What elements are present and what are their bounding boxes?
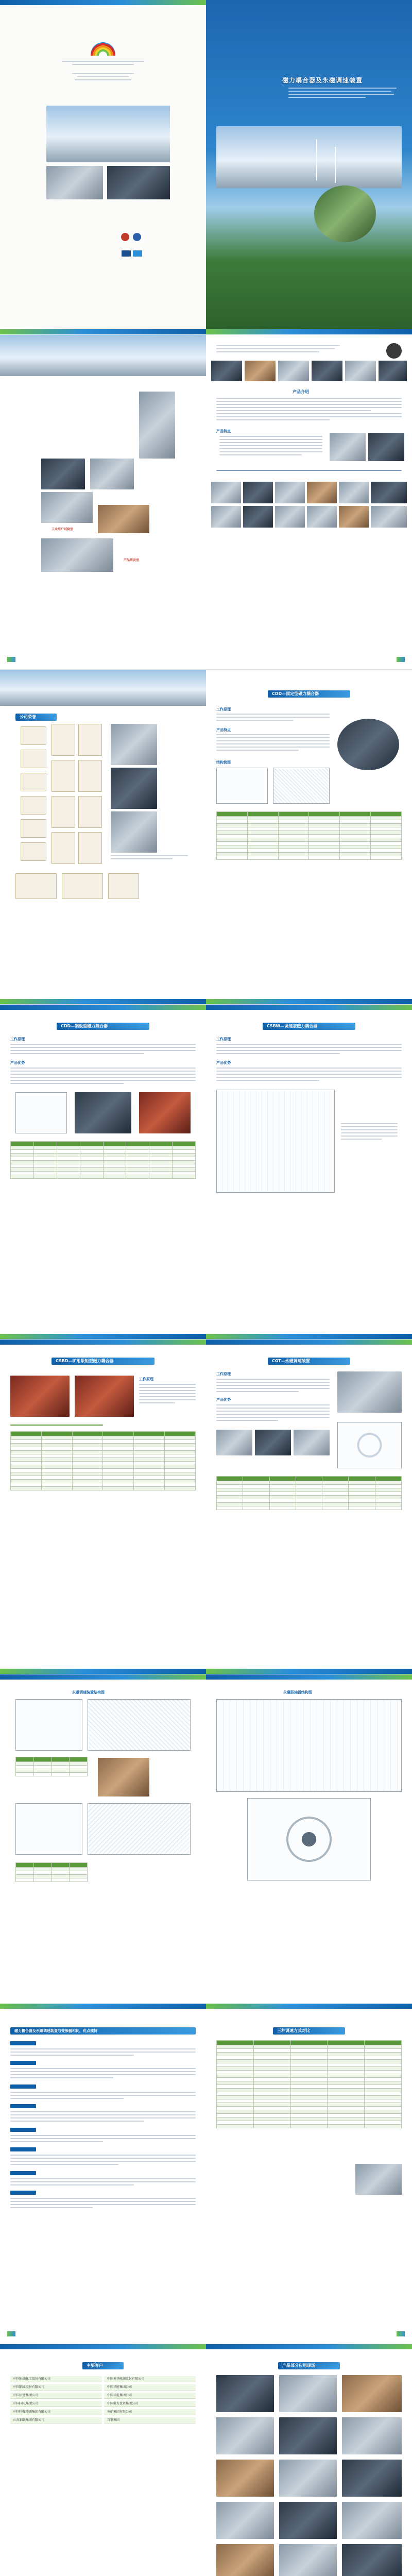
customers-page (0, 2344, 206, 2576)
certificate-15 (15, 873, 57, 899)
office-photo (98, 505, 149, 533)
factory-photo-2 (107, 166, 170, 199)
csbd-photo-2 (75, 1376, 134, 1417)
site-photo-9 (275, 506, 305, 528)
company-intro-lines (216, 345, 340, 354)
drawings-top-band (0, 1674, 206, 1680)
site-photo-a3 (342, 2375, 402, 2412)
csbd-page (0, 1340, 206, 1674)
quality-badge-icon (133, 233, 141, 241)
customer-item: 中国大唐集团公司 (10, 2393, 102, 2399)
cdd-advantages-lines (216, 734, 330, 753)
certificate-16 (62, 873, 103, 899)
rainbow-arc-logo (91, 42, 115, 56)
exhibition-photo-2 (245, 361, 276, 381)
exhibition-photo-5 (345, 361, 376, 381)
lab-legend-secondary: 产品研发室 (124, 558, 140, 562)
certificates-page (0, 670, 206, 1004)
cgt-working-lines (216, 1379, 330, 1394)
features-list-lines (219, 436, 322, 457)
site-photo-6 (371, 482, 407, 503)
comparison-photo (355, 2164, 402, 2195)
advantage-block-8 (10, 2191, 36, 2195)
exhibition-photo-1 (211, 361, 242, 381)
site-photo-5 (339, 482, 369, 503)
cover-front-bottom-band (206, 329, 412, 334)
csbd-spec-table (10, 1431, 196, 1490)
advantage-lines-7 (10, 2178, 196, 2188)
site-photo-a2 (279, 2375, 337, 2412)
csbw-assembly-drawing (216, 1090, 335, 1193)
comparison-right-page (206, 2009, 412, 2344)
cdd-steel-spec-table (10, 1141, 196, 1179)
intro-spread (0, 335, 412, 670)
drawing-spec-table-1 (15, 1757, 88, 1776)
cover-bottom-band (0, 329, 206, 334)
csbd-photo-1 (10, 1376, 70, 1417)
cdd-structure-drawing (216, 768, 268, 804)
drawings-right-page (206, 1674, 412, 2009)
customer-item: 中国铝业股份有限公司 (10, 2384, 102, 2391)
comparison-spread (0, 2009, 412, 2344)
certificate-11 (21, 819, 46, 838)
site-photo-a1 (216, 2375, 274, 2412)
site-photo-a13 (216, 2544, 274, 2576)
cgt-structure-drawing (337, 1422, 402, 1468)
csbw-working-heading: 工作原理 (216, 1037, 231, 1041)
site-photo-a7 (216, 2460, 274, 2497)
cnas-logo-icon (133, 250, 142, 257)
cdd-steel-working-heading: 工作原理 (10, 1037, 25, 1041)
cdd-spec-table (216, 811, 402, 860)
factory-photo-1 (46, 166, 103, 199)
coupler-top-band (0, 1005, 206, 1010)
brand-seal-icon (386, 343, 402, 359)
lab-photo (41, 492, 93, 523)
cdd-working-heading: 工作原理 (216, 707, 231, 711)
site-photo-4 (307, 482, 337, 503)
drawings-right-top-band (206, 1674, 412, 1680)
office-building-photo (46, 106, 170, 162)
site-photo-a15 (342, 2544, 402, 2576)
customers-top-band (0, 2344, 206, 2349)
site-photo-2 (243, 482, 273, 503)
csbw-legend-lines (341, 1123, 398, 1142)
cgt-title: CGT—永磁调速装置 (268, 1358, 350, 1365)
company-name-lines (62, 61, 144, 67)
site-photo-a12 (342, 2502, 402, 2539)
site-photo-1 (211, 482, 241, 503)
cdd-advantages-heading: 产品特点 (216, 728, 231, 732)
application-sites-page (206, 2344, 412, 2576)
customer-item: 兖矿集团有限公司 (104, 2409, 196, 2415)
cgt-working-heading: 工作原理 (216, 1372, 231, 1376)
csbw-top-band (206, 1005, 412, 1010)
customers-spread (0, 2344, 412, 2576)
site-photo-a14 (279, 2544, 337, 2576)
iaf-logo-icon (122, 250, 131, 257)
cgt-photo-2 (216, 1430, 252, 1455)
cdd-steel-drawing (15, 1092, 67, 1133)
advantage-lines-4 (10, 2111, 196, 2124)
workshop-photo-1 (41, 459, 85, 489)
advantage-lines-8 (10, 2198, 196, 2210)
coupler-bottom-band (0, 1334, 206, 1339)
cgt-top-band (206, 1340, 412, 1345)
cdd-steel-title: CDD—钢板型磁力耦合器 (57, 1023, 149, 1030)
exhibition-photo-4 (312, 361, 342, 381)
assembly-drawing-4 (88, 1803, 191, 1855)
cgt-bottom-band (206, 1669, 412, 1674)
csbw-advantages-heading: 产品优势 (216, 1061, 231, 1065)
product-strip-caption (216, 470, 402, 473)
certificate-9 (52, 796, 75, 828)
cdd-coupling-photo (337, 719, 399, 770)
assembly-drawing-2 (88, 1699, 191, 1751)
coupling-drawing-section (247, 1798, 371, 1880)
spec-header-cell (309, 812, 340, 817)
certificate-5 (52, 760, 75, 792)
customers-title: 主要客户 (82, 2362, 124, 2369)
certification-badge-icon (121, 233, 129, 241)
product-photo-1 (330, 433, 366, 461)
cover-back-page (0, 0, 206, 334)
cgt-photo-4 (294, 1430, 330, 1455)
site-photo-11 (339, 506, 369, 528)
features-title: 产品特点 (216, 429, 231, 433)
comparison-left-page (0, 2009, 206, 2344)
brand-mark-icon-right (397, 657, 405, 662)
site-photo-a4 (216, 2417, 274, 2454)
coupling-drawing-large (216, 1699, 402, 1792)
cdd-product-title: CDD—固定型磁力耦合器 (268, 690, 350, 698)
customer-item: 中国华能集团公司 (104, 2384, 196, 2391)
drawings-left-page (0, 1674, 206, 2009)
customer-item: 中国神华能源股份有限公司 (104, 2376, 196, 2382)
workshop-photo-2 (90, 459, 134, 489)
advantage-lines-1 (10, 2048, 196, 2058)
patent-photo-1 (111, 724, 157, 765)
patent-photo-2 (111, 768, 157, 809)
wind-turbine-icon-2 (335, 147, 336, 183)
site-photo-a9 (342, 2460, 402, 2497)
intro-section-title: 产品介绍 (293, 389, 309, 394)
harbor-photo (0, 670, 206, 706)
comparison-right-title: 三种调速方式对比 (273, 2027, 345, 2035)
certificate-13 (78, 832, 102, 864)
cgt-advantages-heading: 产品优势 (216, 1398, 231, 1402)
customer-item: 山东钢铁集团有限公司 (10, 2417, 102, 2424)
cover-product-title: 磁力耦合器及永磁调速装置 (282, 77, 363, 84)
brand-mark-icon (7, 657, 15, 662)
product-photo-2 (368, 433, 404, 461)
drawings-bottom-band (0, 2004, 206, 2009)
intro-left-page (0, 335, 206, 669)
cdd-steel-page (0, 1005, 206, 1339)
cover-spread (0, 0, 412, 335)
spec-header-cell (278, 812, 309, 817)
csbw-working-lines (216, 1044, 402, 1056)
site-photo-a5 (279, 2417, 337, 2454)
exhibition-photo-3 (278, 361, 309, 381)
cgt-photo-main (337, 1371, 402, 1413)
intro-body-lines (216, 398, 402, 422)
application-sites-title: 产品部分应用现场 (278, 2362, 340, 2369)
site-photo-10 (307, 506, 337, 528)
cdd-steel-photo-1 (75, 1092, 131, 1133)
csbd-top-band (0, 1340, 206, 1345)
csbw-advantages-lines (216, 1067, 402, 1083)
advantage-lines-5 (10, 2135, 196, 2144)
exhibition-photo-6 (379, 361, 407, 381)
patent-photo-3 (111, 811, 157, 853)
honors-title: 公司荣誉 (15, 714, 57, 721)
site-photo-a10 (216, 2502, 274, 2539)
customer-item: 中国电力投资集团公司 (104, 2401, 196, 2407)
cdd-bottom-band (206, 999, 412, 1004)
certificates-spread (0, 670, 412, 1005)
brand-mark-icon-comparison (7, 2331, 15, 2336)
certificate-12 (52, 832, 75, 864)
site-photo-3 (275, 482, 305, 503)
wind-turbine-icon (316, 139, 317, 180)
building-tower-photo (139, 392, 175, 459)
company-contact-lines (72, 73, 134, 82)
speed-control-spread (0, 1340, 412, 1674)
drawings-right-caption: 永磁联轴器结构图 (283, 1690, 312, 1694)
advantage-block-1 (10, 2041, 36, 2045)
cgt-spec-table (216, 1476, 402, 1510)
csbw-title: CSBW—调速型磁力耦合器 (263, 1023, 355, 1030)
certificate-2 (52, 724, 75, 756)
site-photo-a8 (279, 2460, 337, 2497)
assembly-drawing-1 (15, 1699, 82, 1751)
honors-caption-lines (111, 855, 188, 861)
spec-header-cell (217, 812, 248, 817)
spec-header-cell (340, 812, 371, 817)
certificate-7 (21, 773, 46, 791)
spec-header-cell (371, 812, 402, 817)
certificate-10 (78, 796, 102, 828)
city-skyline-photo (216, 126, 402, 188)
certificate-3 (78, 724, 102, 756)
spec-header-cell (11, 1142, 34, 1146)
customer-item: 中国华电集团公司 (104, 2393, 196, 2399)
advantage-lines-6 (10, 2155, 196, 2167)
cdd-page (206, 670, 412, 1004)
cdd-steel-photo-2 (139, 1092, 191, 1133)
coupler-spread (0, 1005, 412, 1340)
cdd-steel-advantages-heading: 产品优势 (10, 1061, 25, 1065)
advantage-lines-2 (10, 2068, 196, 2080)
certificate-17 (108, 873, 139, 899)
drawings-right-bottom-band (206, 2004, 412, 2009)
site-photo-a11 (279, 2502, 337, 2539)
advantage-block-5 (10, 2128, 36, 2132)
cover-intro-lines (288, 88, 397, 100)
cgt-photo-3 (255, 1430, 291, 1455)
drawings-spread (0, 1674, 412, 2009)
drawing-spec-table-2 (15, 1862, 88, 1882)
customer-item: 中国石油化工股份有限公司 (10, 2376, 102, 2382)
customer-item: 首钢集团 (104, 2417, 196, 2424)
csbw-page (206, 1005, 412, 1339)
advantage-block-7 (10, 2171, 36, 2175)
customer-item: 中国国电集团公司 (10, 2401, 102, 2407)
certificate-8 (21, 796, 46, 815)
csbd-title: CSBD—矿用限矩型磁力耦合器 (52, 1358, 154, 1365)
csbd-working-heading: 工作原理 (139, 1377, 153, 1381)
drawings-photo (98, 1758, 149, 1797)
csbd-working-lines (139, 1384, 196, 1405)
panorama-photo (0, 335, 206, 376)
comparison-left-title: 磁力耦合器及永磁调速装置与变频器相比，优点独特 (10, 2027, 196, 2035)
certs-bottom-band (0, 999, 206, 1004)
csbd-bottom-band (0, 1669, 206, 1674)
advantage-block-4 (10, 2104, 36, 2108)
cdd-steel-working-lines (10, 1044, 196, 1056)
intro-right-page (206, 335, 412, 669)
certificate-14 (21, 842, 46, 861)
advantage-block-2 (10, 2061, 36, 2065)
cdd-structure-heading: 结构简图 (216, 760, 231, 765)
plant-photo (41, 538, 113, 572)
site-photo-a6 (342, 2417, 402, 2454)
cgt-advantages-lines (216, 1404, 330, 1423)
site-photo-8 (243, 506, 273, 528)
globe-leaf-photo (314, 185, 376, 242)
certificate-1 (21, 726, 46, 745)
cover-front-page (206, 0, 412, 334)
site-photo-7 (211, 506, 241, 528)
assembly-drawing-3 (15, 1803, 82, 1855)
csbd-table-caption (10, 1425, 103, 1428)
drawings-left-caption: 永磁调速装置结构图 (72, 1690, 105, 1694)
certificate-4 (21, 750, 46, 768)
cdd-steel-advantages-lines (10, 1067, 196, 1086)
brand-mark-icon-comparison-right (397, 2331, 405, 2336)
cdd-working-lines (216, 714, 330, 723)
cdd-cross-section-drawing (273, 768, 330, 804)
advantage-block-3 (10, 2084, 36, 2089)
cover-top-band (0, 0, 206, 5)
cgt-page (206, 1340, 412, 1674)
customer-item: 中国中煤能源集团有限公司 (10, 2409, 102, 2415)
site-photo-12 (371, 506, 407, 528)
sites-top-band (206, 2344, 412, 2349)
certificate-6 (78, 760, 102, 792)
csbw-bottom-band (206, 1334, 412, 1339)
advantage-lines-3 (10, 2092, 196, 2101)
advantage-block-6 (10, 2147, 36, 2151)
lab-legend-primary: 工业用户试验室 (52, 528, 74, 531)
spec-header-cell (247, 812, 278, 817)
comparison-table (216, 2040, 402, 2128)
